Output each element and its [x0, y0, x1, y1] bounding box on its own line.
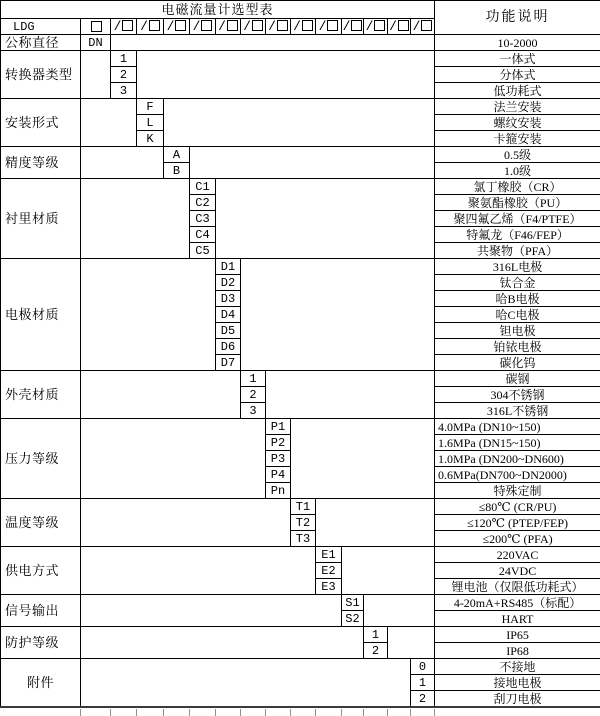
ldg-slash-box-cell: [190, 19, 216, 35]
desc-cell: 铂铱电极: [435, 339, 600, 355]
code-cell: D5: [216, 323, 241, 339]
spacer-cell: [216, 179, 435, 259]
spacer-cell: [81, 595, 342, 627]
section-label: 转换器类型: [1, 51, 81, 99]
code-cell: S1: [342, 595, 364, 611]
code-cell: 1: [111, 51, 137, 67]
table-row: [1, 179, 600, 195]
code-cell: 2: [241, 387, 266, 403]
tick-cell: [215, 709, 240, 716]
table-row: [1, 99, 600, 115]
tick-cell: [163, 709, 189, 716]
function-header: 功能说明: [435, 1, 600, 35]
desc-cell: 24VDC: [435, 563, 600, 579]
slash-glyph: /: [268, 19, 276, 34]
code-cell: 1: [411, 675, 435, 691]
code-cell: 1: [364, 627, 388, 643]
code-cell: D2: [216, 275, 241, 291]
desc-cell: 4.0MPa (DN10~150): [435, 419, 600, 435]
code-cell: C5: [190, 243, 216, 259]
tick-cell: [265, 709, 290, 716]
checkbox-glyph: [374, 20, 385, 31]
section-label: 防护等级: [1, 627, 81, 659]
code-cell: T3: [291, 531, 316, 547]
desc-cell: 锂电池（仅限低功耗式）: [435, 579, 600, 595]
code-cell: B: [164, 163, 190, 179]
code-cell: C1: [190, 179, 216, 195]
desc-cell: 接地电极: [435, 675, 600, 691]
code-cell: K: [137, 131, 164, 147]
table-row: [1, 627, 600, 643]
slash-glyph: /: [243, 19, 251, 34]
next-row-tick-strip: [0, 709, 600, 716]
dn-row: [1, 35, 600, 51]
slash-glyph: /: [412, 19, 421, 34]
code-cell: C3: [190, 211, 216, 227]
code-cell: 0: [411, 659, 435, 675]
code-cell: T1: [291, 499, 316, 515]
table-row: [1, 419, 600, 435]
code-cell: T2: [291, 515, 316, 531]
spacer-cell: [241, 259, 435, 371]
code-cell: D7: [216, 355, 241, 371]
ldg-slash-box-cell: [216, 19, 241, 35]
code-cell: C2: [190, 195, 216, 211]
checkbox-glyph: [302, 20, 313, 31]
title-row: [1, 1, 600, 19]
code-cell: 2: [111, 67, 137, 83]
checkbox-glyph: [227, 20, 238, 31]
tick-cell: [136, 709, 163, 716]
code-cell: P3: [266, 451, 291, 467]
slash-glyph: /: [293, 19, 301, 34]
code-cell: A: [164, 147, 190, 163]
code-cell: D3: [216, 291, 241, 307]
code-cell: 2: [411, 691, 435, 708]
code-cell: Pn: [266, 483, 291, 499]
desc-cell: 特氟龙（F46/FEP）: [435, 227, 600, 243]
page-title: 电磁流量计选型表: [1, 1, 435, 19]
desc-cell: 螺纹安装: [435, 115, 600, 131]
ldg-slash-box-cell: [411, 19, 435, 35]
tick-cell: [110, 709, 136, 716]
code-cell: F: [137, 99, 164, 115]
checkbox-glyph: [91, 21, 102, 32]
desc-cell: 聚氨酯橡胶（PU）: [435, 195, 600, 211]
table-row: [1, 259, 600, 275]
slash-glyph: /: [318, 19, 327, 34]
section-label: 附件: [1, 659, 81, 708]
code-cell: 3: [241, 403, 266, 419]
tick-cell: [240, 709, 265, 716]
desc-cell: 碳钢: [435, 371, 600, 387]
code-cell: C4: [190, 227, 216, 243]
table-row: [1, 547, 600, 563]
spacer-cell: [266, 371, 435, 419]
ldg-slash-box-cell: [342, 19, 364, 35]
code-cell: DN: [81, 35, 111, 51]
desc-cell: IP68: [435, 643, 600, 659]
checkbox-glyph: [149, 20, 160, 31]
desc-cell: 分体式: [435, 67, 600, 83]
slash-glyph: /: [365, 19, 374, 34]
code-cell: E3: [316, 579, 342, 595]
code-cell: 2: [364, 643, 388, 659]
spacer-cell: [291, 419, 435, 499]
desc-cell: 316L不锈钢: [435, 403, 600, 419]
desc-cell: ≤80℃ (CR/PU): [435, 499, 600, 515]
desc-cell: 10-2000: [435, 35, 600, 51]
desc-cell: 法兰安装: [435, 99, 600, 115]
checkbox-glyph: [122, 20, 133, 31]
tick-cell: [80, 709, 110, 716]
ldg-slash-box-cell: [316, 19, 342, 35]
desc-cell: IP65: [435, 627, 600, 643]
code-cell: D6: [216, 339, 241, 355]
spacer-cell: [81, 659, 411, 708]
ldg-slash-box-cell: [388, 19, 411, 35]
desc-cell: 不接地: [435, 659, 600, 675]
slash-glyph: /: [342, 19, 351, 34]
spacer-cell: [316, 499, 435, 547]
slash-glyph: /: [113, 19, 122, 34]
spacer-cell: [111, 35, 435, 51]
slash-glyph: /: [166, 19, 175, 34]
code-cell: S2: [342, 611, 364, 627]
code-cell: D1: [216, 259, 241, 275]
spacer-cell: [81, 499, 291, 547]
desc-cell: 卡箍安装: [435, 131, 600, 147]
code-cell: P4: [266, 467, 291, 483]
table-row: [1, 499, 600, 515]
slash-glyph: /: [192, 19, 201, 34]
desc-cell: 钽电极: [435, 323, 600, 339]
slash-glyph: /: [140, 19, 148, 34]
section-label: 电极材质: [1, 259, 81, 371]
ldg-slash-box-cell: [241, 19, 266, 35]
desc-cell: 一体式: [435, 51, 600, 67]
section-label: 精度等级: [1, 147, 81, 179]
checkbox-glyph: [252, 20, 263, 31]
ldg-label: LDG: [1, 19, 81, 35]
checkbox-glyph: [327, 20, 338, 31]
desc-cell: ≤120℃ (PTEP/FEP): [435, 515, 600, 531]
desc-cell: 低功耗式: [435, 83, 600, 99]
spacer-cell: [190, 147, 435, 179]
spacer-cell: [81, 179, 190, 259]
code-cell: L: [137, 115, 164, 131]
desc-cell: 共聚物（PFA）: [435, 243, 600, 259]
tick-cell: [387, 709, 410, 716]
checkbox-glyph: [398, 20, 409, 31]
spacer-cell: [137, 51, 435, 99]
spacer-cell: [342, 547, 435, 595]
desc-cell: ≤200℃ (PFA): [435, 531, 600, 547]
tick-cell: [315, 709, 341, 716]
table-row: [1, 659, 600, 675]
desc-cell: 0.6MPa(DN700~DN2000): [435, 467, 600, 483]
table-row: [1, 371, 600, 387]
tick-cell: [0, 709, 80, 716]
checkbox-glyph: [201, 20, 212, 31]
ldg-slash-box-cell: [137, 19, 164, 35]
desc-cell: 304不锈钢: [435, 387, 600, 403]
section-label: 公称直径: [1, 35, 81, 51]
desc-cell: 钛合金: [435, 275, 600, 291]
code-cell: P2: [266, 435, 291, 451]
spacer-cell: [81, 371, 241, 419]
code-cell: P1: [266, 419, 291, 435]
desc-cell: 1.6MPa (DN15~150): [435, 435, 600, 451]
section-label: 衬里材质: [1, 179, 81, 259]
ldg-slash-box-cell: [364, 19, 388, 35]
code-cell: D4: [216, 307, 241, 323]
desc-cell: 4-20mA+RS485（标配）: [435, 595, 600, 611]
desc-cell: 哈C电极: [435, 307, 600, 323]
spacer-cell: [364, 595, 435, 627]
table-row: [1, 595, 600, 611]
table-row: [1, 51, 600, 67]
section-label: 外壳材质: [1, 371, 81, 419]
section-label: 安装形式: [1, 99, 81, 147]
code-cell: E1: [316, 547, 342, 563]
desc-cell: 聚四氟乙烯（F4/PTFE）: [435, 211, 600, 227]
desc-cell: 特殊定制: [435, 483, 600, 499]
tick-cell: [189, 709, 215, 716]
code-cell: E2: [316, 563, 342, 579]
spacer-cell: [81, 51, 111, 99]
desc-cell: 316L电极: [435, 259, 600, 275]
spacer-cell: [81, 259, 216, 371]
desc-cell: 碳化钨: [435, 355, 600, 371]
checkbox-glyph: [351, 20, 362, 31]
tick-cell: [434, 709, 600, 716]
spacer-cell: [388, 627, 435, 659]
desc-cell: HART: [435, 611, 600, 627]
spacer-cell: [81, 627, 364, 659]
ldg-slash-box-cell: [111, 19, 137, 35]
checkbox-glyph: [421, 20, 432, 31]
desc-cell: 哈B电极: [435, 291, 600, 307]
slash-glyph: /: [218, 19, 226, 34]
checkbox-glyph: [277, 20, 288, 31]
desc-cell: 刮刀电极: [435, 691, 600, 708]
section-label: 供电方式: [1, 547, 81, 595]
tick-cell: [363, 709, 387, 716]
spacer-cell: [81, 419, 266, 499]
section-label: 信号输出: [1, 595, 81, 627]
spacer-cell: [81, 147, 164, 179]
ldg-slash-box-cell: [164, 19, 190, 35]
ldg-slash-box-cell: [291, 19, 316, 35]
section-label: 压力等级: [1, 419, 81, 499]
section-label: 温度等级: [1, 499, 81, 547]
spacer-cell: [164, 99, 435, 147]
desc-cell: 220VAC: [435, 547, 600, 563]
dn-checkbox-cell: [81, 19, 111, 35]
tick-cell: [341, 709, 363, 716]
code-cell: 3: [111, 83, 137, 99]
spacer-cell: [81, 547, 316, 595]
ldg-slash-box-cell: [266, 19, 291, 35]
slash-glyph: /: [389, 19, 397, 34]
desc-cell: 1.0MPa (DN200~DN600): [435, 451, 600, 467]
checkbox-glyph: [175, 20, 186, 31]
tick-cell: [410, 709, 434, 716]
code-cell: 1: [241, 371, 266, 387]
desc-cell: 氯丁橡胶（CR）: [435, 179, 600, 195]
desc-cell: 0.5级: [435, 147, 600, 163]
spacer-cell: [81, 99, 137, 147]
tick-cell: [290, 709, 315, 716]
table-row: [1, 147, 600, 163]
desc-cell: 1.0级: [435, 163, 600, 179]
